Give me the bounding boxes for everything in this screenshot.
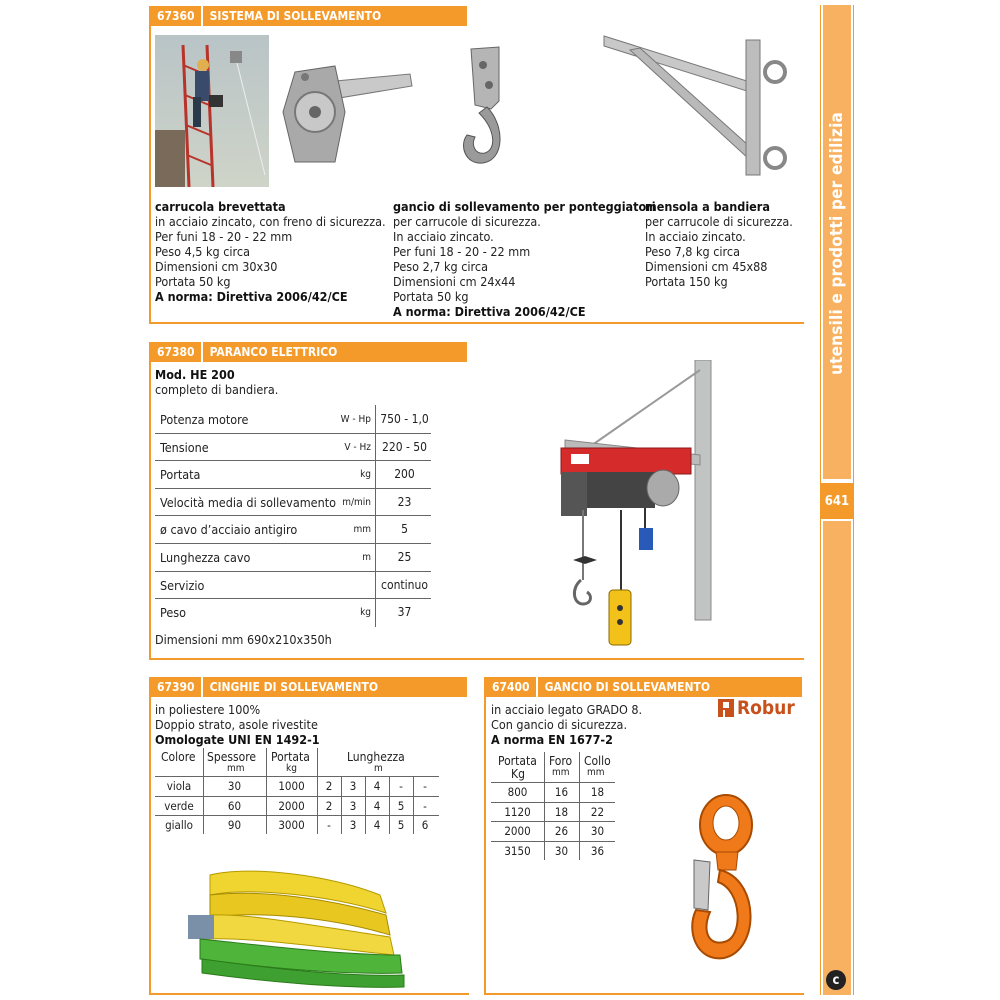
sling-cell: 4	[373, 798, 381, 813]
sling-cell: 1000	[278, 779, 305, 793]
robur-logo	[718, 697, 795, 719]
desc-line: Portata 150 kg	[645, 274, 728, 289]
section-header-67400	[484, 677, 802, 697]
col-unit: mm	[587, 767, 605, 778]
desc-line: Per funi 18 - 20 - 22 mm	[155, 229, 293, 244]
sling-cell: 5	[397, 798, 405, 813]
section-code: 67360	[149, 6, 203, 26]
col-header: Portata	[498, 754, 537, 768]
row-divider	[155, 571, 431, 572]
product-gancio-ponteggiatori	[393, 199, 656, 319]
sidebar-bar-bottom	[823, 521, 851, 995]
row-divider	[155, 776, 439, 777]
row-divider	[155, 796, 439, 797]
spec-value: 750 - 1,0	[380, 412, 429, 426]
model-name: Mod. HE 200	[155, 367, 235, 382]
slings-image	[180, 855, 420, 990]
desc-line: Portata 50 kg	[393, 289, 469, 304]
robur-brand-text: Robur	[737, 697, 795, 719]
spec-label: Lunghezza cavo	[160, 550, 251, 565]
desc-line: in acciaio zincato, con freno di sicurezza.	[155, 214, 386, 229]
section-code: 67400	[484, 677, 538, 697]
desc-line: per carrucole di sicurezza.	[645, 214, 793, 229]
product-name: mensola a bandiera	[645, 199, 770, 214]
col-header: Lunghezza	[347, 750, 405, 764]
sling-cell: 5	[397, 818, 405, 832]
section-code: 67390	[149, 677, 203, 697]
col-unit: mm	[227, 763, 245, 774]
sling-cell: 30	[227, 779, 242, 793]
norm-text: A norma EN 1677-2	[491, 732, 613, 747]
spec-value: 25	[397, 550, 412, 564]
section-header-67390	[149, 677, 467, 697]
sling-cell: 4	[373, 779, 381, 793]
spec-unit: m	[362, 552, 371, 563]
norm-text: A norma: Direttiva 2006/42/CE	[393, 304, 586, 319]
hook-cell: 1120	[504, 804, 531, 819]
spec-unit: W - Hp	[340, 414, 371, 425]
sling-cell: -	[399, 779, 403, 793]
col-unit: mm	[552, 767, 570, 778]
sling-cell: 3	[349, 818, 357, 832]
col-header: Foro	[549, 754, 573, 768]
desc-line: per carrucole di sicurezza.	[393, 214, 541, 229]
section-code: 67380	[149, 342, 203, 362]
norm-text: A norma: Direttiva 2006/42/CE	[155, 289, 348, 304]
sling-cell: -	[423, 779, 427, 793]
desc-line: In acciaio zincato.	[645, 229, 746, 244]
spec-unit: kg	[360, 469, 371, 481]
hook-cell: 22	[590, 804, 605, 819]
row-divider	[155, 543, 431, 544]
spec-unit: m/min	[342, 496, 371, 508]
row-divider	[155, 433, 431, 434]
desc-line: In acciaio zincato.	[393, 229, 494, 244]
desc-line: Peso 7,8 kg circa	[645, 244, 740, 259]
spec-label: Portata	[160, 467, 201, 483]
spec-table	[155, 405, 433, 627]
hook-cell: 18	[554, 804, 569, 819]
col-unit: kg	[286, 763, 297, 774]
product-name: carrucola brevettata	[155, 199, 286, 214]
section-title: PARANCO ELETTRICO	[209, 345, 338, 359]
desc-line: Peso 2,7 kg circa	[393, 259, 488, 274]
section-header-67360	[149, 6, 467, 26]
spec-value: 5	[401, 522, 408, 537]
desc-line: Dimensioni cm 45x88	[645, 259, 768, 274]
desc-line: Dimensioni cm 30x30	[155, 259, 278, 274]
norm-text: Omologate UNI EN 1492-1	[155, 732, 320, 747]
sling-cell: 2	[325, 798, 333, 813]
hook-cell: 18	[590, 785, 605, 799]
model-sub: completo di bandiera.	[155, 382, 279, 397]
spec-value: 37	[397, 605, 412, 620]
row-divider	[491, 841, 615, 842]
row-divider	[155, 598, 431, 599]
section-title: CINGHIE DI SOLLEVAMENTO	[209, 680, 378, 694]
hook-cell: 800	[507, 785, 528, 799]
hook-cell: 26	[554, 824, 569, 838]
desc-line: Per funi 18 - 20 - 22 mm	[393, 244, 531, 259]
sling-cell: 90	[227, 818, 242, 832]
col-unit: Kg	[511, 767, 525, 781]
sling-cell: verde	[164, 798, 194, 813]
desc-line: Con gancio di sicurezza.	[491, 717, 628, 732]
desc-line: Peso 4,5 kg circa	[155, 244, 250, 259]
paranco-intro	[155, 367, 278, 397]
row-divider	[155, 515, 431, 516]
desc-line: Dimensioni cm 24x44	[393, 274, 516, 289]
sidebar	[820, 5, 854, 995]
hook-cell: 16	[554, 785, 569, 799]
section-title: GANCIO DI SOLLEVAMENTO	[544, 680, 711, 694]
dimensions-text: Dimensioni mm 690x210x350h	[155, 632, 332, 647]
spec-label: Peso	[160, 605, 186, 621]
sidebar-title: utensili e prodotti per edilizia	[827, 111, 847, 375]
spec-label: Velocità media di sollevamento	[160, 494, 337, 510]
hook-cell: 3150	[504, 843, 531, 858]
sling-cell: -	[327, 818, 331, 832]
page-number: 641	[820, 483, 854, 519]
section-header-67380	[149, 342, 467, 362]
sling-cell: 3	[349, 779, 357, 793]
electric-hoist-image	[545, 360, 725, 655]
bracket-image	[600, 30, 800, 180]
spec-unit: V - Hz	[344, 441, 371, 453]
desc-line: Doppio strato, asole rivestite	[155, 717, 318, 732]
sling-cell: 4	[373, 818, 381, 832]
spec-unit: mm	[353, 524, 371, 536]
sling-cell: -	[423, 798, 427, 813]
desc-line: in acciaio legato GRADO 8.	[491, 702, 643, 717]
spec-unit: kg	[360, 607, 371, 619]
hook-cell: 30	[590, 824, 605, 838]
col-header: Collo	[584, 754, 611, 768]
row-divider	[491, 821, 615, 822]
product-name: gancio di sollevamento per ponteggiatori	[393, 199, 656, 214]
sling-cell: viola	[166, 779, 192, 793]
row-divider	[155, 815, 439, 816]
desc-line: in poliestere 100%	[155, 702, 261, 717]
spec-value: 23	[397, 494, 412, 509]
gancio-desc	[491, 702, 642, 747]
row-divider	[155, 460, 431, 461]
col-unit: m	[374, 763, 383, 774]
spec-label: Tensione	[160, 439, 209, 455]
lifting-hook-image	[680, 790, 780, 980]
spec-value: continuo	[381, 577, 428, 592]
sling-cell: 3000	[278, 818, 305, 832]
cinghie-desc	[155, 702, 320, 747]
sling-cell: 6	[421, 818, 429, 832]
sling-cell: 2000	[278, 798, 305, 813]
row-divider	[491, 802, 615, 803]
sling-cell: 60	[227, 798, 242, 813]
col-header: Colore	[161, 750, 196, 764]
col-header: Portata	[271, 750, 310, 764]
product-carrucola	[155, 199, 386, 304]
hook-cell: 30	[554, 843, 569, 858]
desc-line: Portata 50 kg	[155, 274, 231, 289]
hook-table	[491, 752, 616, 862]
row-divider	[491, 782, 615, 783]
pulley-image	[275, 52, 415, 167]
copyright-icon: c	[826, 970, 846, 990]
sling-cell: 2	[325, 779, 333, 793]
spec-value: 220 - 50	[381, 439, 428, 454]
spec-label: Servizio	[160, 577, 205, 593]
section-title: SISTEMA DI SOLLEVAMENTO	[209, 9, 382, 23]
hook-cell: 36	[590, 843, 605, 858]
hook-cell: 2000	[504, 824, 531, 838]
worker-on-scaffold-photo	[155, 35, 269, 187]
slings-table	[155, 748, 440, 834]
robur-logo-icon	[718, 699, 734, 717]
sling-cell: giallo	[165, 818, 193, 832]
col-header: Spessore	[207, 750, 257, 764]
sling-cell: 3	[349, 798, 357, 813]
spec-value: 200	[394, 467, 415, 482]
product-mensola	[645, 199, 793, 289]
spec-label: ø cavo d’acciaio antigiro	[160, 522, 298, 538]
scaffold-hook-image	[455, 45, 515, 175]
row-divider	[155, 488, 431, 489]
spec-label: Potenza motore	[160, 412, 249, 427]
